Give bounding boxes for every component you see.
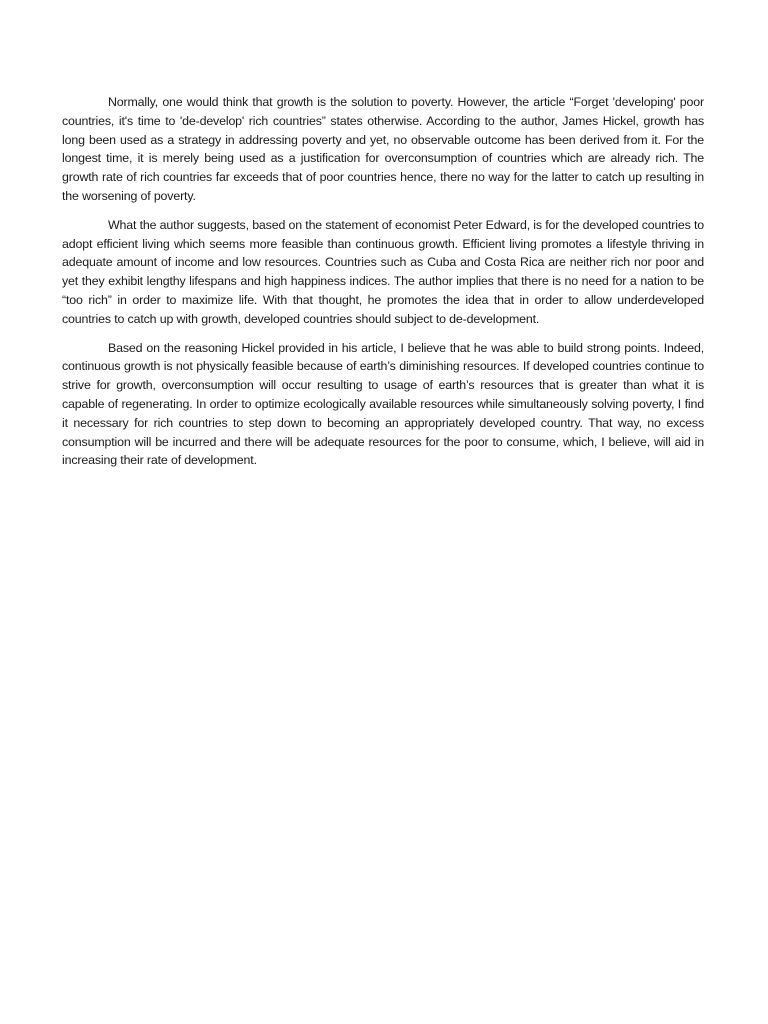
paragraph-3: Based on the reasoning Hickel provided in his article, I believe that he was able to build strong points. Indeed, continuous growth is not physically feasible because of earth’s diminishing resources. If developed countries continue to strive for growth, overconsumption will occur resulting to usage of earth’s resources that is greater than what it is capable of regenerating. In order to optimize ecologically available resources while simultaneously solving poverty, I find it necessary for rich countries to step down to becoming an appropriately developed country. That way, no excess consumption will be incurred and there will be adequate resources for the poor to consume, which, I believe, will aid in increasing their rate of development. [62,340,704,468]
paragraph-2: What the author suggests, based on the statement of economist Peter Edward, is for the developed countries to adopt efficient living which seems more feasible than continuous growth. Efficient living promotes a lifestyle thriving in adequate amount of income and low resources. Countries such as Cuba and Costa Rica are neither rich nor poor and yet they exhibit lengthy lifespans and high happiness indices. The author implies that there is no need for a nation to be “too rich” in order to maximize life. With that thought, he promotes the idea that in order to allow underdeveloped countries to catch up with growth, developed countries should subject to de-development. [62,217,704,326]
document-body [62,93,704,480]
paragraph-1: Normally, one would think that growth is the solution to poverty. However, the article “Forget 'developing' poor countries, it's time to 'de-develop' rich countries” states otherwise. According to the author, James Hickel, growth has long been used as a strategy in addressing poverty and yet, no observable outcome has been derived from it. For the longest time, it is merely being used as a justification for overconsumption of countries which are already rich. The growth rate of rich countries far exceeds that of poor countries hence, there no way for the latter to catch up resulting in the worsening of poverty. [62,95,704,203]
